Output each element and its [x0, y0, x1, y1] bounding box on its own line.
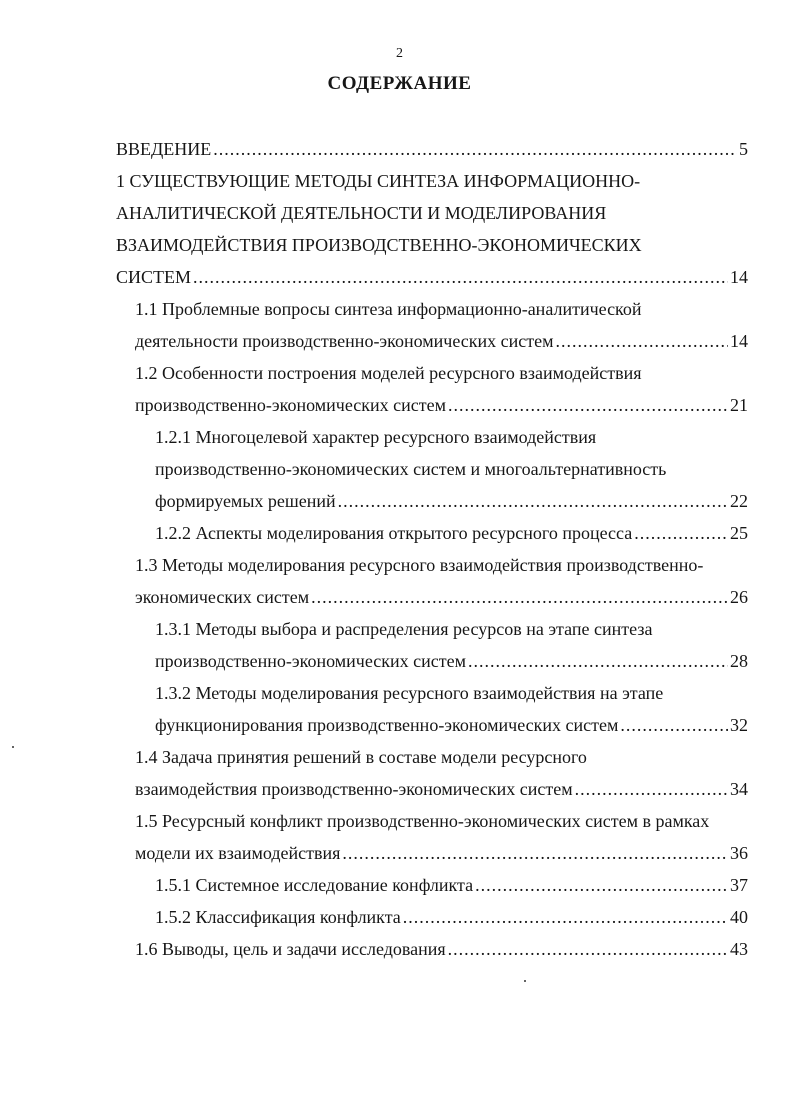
- toc-entry-text: взаимодействия производственно-экономических систем: [135, 779, 573, 799]
- toc-page-number: 40: [730, 907, 748, 927]
- toc-page-number: 26: [730, 587, 748, 607]
- dot-leader: [475, 869, 728, 901]
- dot-leader: [193, 261, 728, 293]
- toc-page-number: 43: [730, 939, 748, 959]
- toc-entry-text: ВЗАИМОДЕЙСТВИЯ ПРОИЗВОДСТВЕННО-ЭКОНОМИЧЕСКИХ: [116, 235, 642, 255]
- toc-page-number: 32: [730, 715, 748, 735]
- toc-entry-text: 1.2 Особенности построения моделей ресурсного взаимодействия: [135, 363, 642, 383]
- toc-page-number: 22: [730, 491, 748, 511]
- dot-leader: [311, 581, 728, 613]
- dot-leader: [575, 773, 728, 805]
- toc-page-number: 14: [730, 331, 748, 351]
- toc-entry[interactable]: [155, 677, 748, 741]
- scan-speck: [12, 746, 14, 748]
- dot-leader: [556, 325, 728, 357]
- dot-leader: [620, 709, 728, 741]
- toc-entry[interactable]: [155, 613, 748, 677]
- toc-entry-text: СИСТЕМ: [116, 267, 192, 287]
- dot-leader: [403, 901, 728, 933]
- toc-entry[interactable]: [135, 805, 748, 869]
- dot-leader: [338, 485, 728, 517]
- toc-entry-text: модели их взаимодействия: [135, 843, 341, 863]
- page-number: 2: [396, 46, 403, 61]
- toc-entry-text: экономических систем: [135, 587, 310, 607]
- toc-entry-text: 1.4 Задача принятия решений в составе модели ресурсного: [135, 747, 587, 767]
- toc-entry-text: формируемых решений: [155, 491, 336, 511]
- toc-page-number: 34: [730, 779, 748, 799]
- toc-entry[interactable]: [155, 421, 748, 517]
- toc-entry-text: производственно-экономических систем: [155, 651, 466, 671]
- toc-page-number: 36: [730, 843, 748, 863]
- toc-page-number: 37: [730, 875, 748, 895]
- dot-leader: [448, 933, 728, 965]
- toc-entry-text: 1.5.1 Системное исследование конфликта: [155, 875, 474, 895]
- toc-entry[interactable]: [116, 133, 748, 165]
- toc-entry-text: 1.5 Ресурсный конфликт производственно-экономических систем в рамках: [135, 811, 710, 831]
- toc-entry-text: 1.2.1 Многоцелевой характер ресурсного взаимодействия: [155, 427, 597, 447]
- toc-entry[interactable]: [135, 933, 748, 965]
- toc-entry-text: 1.3.2 Методы моделирования ресурсного взаимодействия на этапе: [155, 683, 664, 703]
- dot-leader: [342, 837, 728, 869]
- dot-leader: [468, 645, 728, 677]
- toc-entry[interactable]: [135, 293, 748, 357]
- toc-entry[interactable]: [116, 165, 748, 293]
- toc-entry[interactable]: [155, 517, 748, 549]
- toc-entry-text: 1 СУЩЕСТВУЮЩИЕ МЕТОДЫ СИНТЕЗА ИНФОРМАЦИОННО-: [116, 171, 641, 191]
- toc-page-number: 21: [730, 395, 748, 415]
- toc-entry-text: ВВЕДЕНИЕ: [116, 139, 212, 159]
- page-title: СОДЕРЖАНИЕ: [327, 73, 472, 94]
- toc-entry-text: 1.2.2 Аспекты моделирования открытого ресурсного процесса: [155, 523, 633, 543]
- toc-entry-text: 1.3 Методы моделирования ресурсного взаимодействия производственно-: [135, 555, 704, 575]
- toc-entry-text: функционирования производственно-экономических систем: [155, 715, 619, 735]
- toc-entry-text: 1.3.1 Методы выбора и распределения ресурсов на этапе синтеза: [155, 619, 653, 639]
- toc-entry[interactable]: [155, 901, 748, 933]
- toc-page-number: 14: [730, 267, 748, 287]
- toc-entry[interactable]: [135, 549, 748, 613]
- toc-page-number: 5: [739, 139, 748, 159]
- toc-page-number: 25: [730, 523, 748, 543]
- dot-leader: [634, 517, 728, 549]
- toc-entry-text: производственно-экономических систем: [135, 395, 446, 415]
- toc-entry[interactable]: [135, 741, 748, 805]
- toc-entry[interactable]: [155, 869, 748, 901]
- toc-entry-text: 1.1 Проблемные вопросы синтеза информационно-аналитической: [135, 299, 642, 319]
- toc-entry-text: деятельности производственно-экономических систем: [135, 331, 554, 351]
- toc-entry-text: 1.5.2 Классификация конфликта: [155, 907, 401, 927]
- toc-entry-text: 1.6 Выводы, цель и задачи исследования: [135, 939, 446, 959]
- scan-speck: [524, 980, 526, 982]
- toc-entry-text: производственно-экономических систем и многоальтернативность: [155, 459, 667, 479]
- toc-page-number: 28: [730, 651, 748, 671]
- toc-entry[interactable]: [135, 357, 748, 421]
- dot-leader: [448, 389, 728, 421]
- dot-leader: [213, 133, 737, 165]
- toc-entry-text: АНАЛИТИЧЕСКОЙ ДЕЯТЕЛЬНОСТИ И МОДЕЛИРОВАНИЯ: [116, 203, 607, 223]
